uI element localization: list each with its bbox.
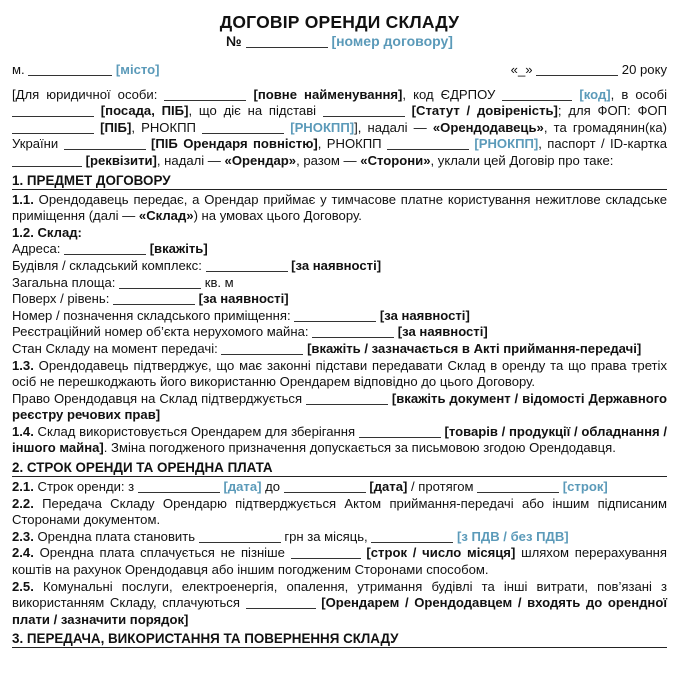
- blank[interactable]: [12, 104, 94, 117]
- area-blank[interactable]: [119, 276, 201, 289]
- clause-2-1: 2.1. Строк оренди: з [дата] до [дата] / протягом [строк]: [12, 479, 608, 495]
- blank[interactable]: [12, 121, 94, 134]
- address-blank[interactable]: [64, 242, 146, 255]
- section-3-heading: 3. ПЕРЕДАЧА, ВИКОРИСТАННЯ ТА ПОВЕРНЕННЯ СКЛАДУ: [12, 630, 667, 648]
- clause-2-5: 2.5. Комунальні послуги, електроенергія, опалення, утримання будівлі та інші витрати, пов’язані з використанням Складу, сплачуються [Орендарем / Орендодавцем / входять до орендної плати / зазначити порядок]: [12, 578, 668, 627]
- blank[interactable]: [164, 88, 246, 101]
- blank[interactable]: [12, 154, 82, 167]
- field-complex: Будівля / складський комплекс: [за наявності]: [12, 257, 382, 273]
- blank[interactable]: [323, 104, 405, 117]
- blank[interactable]: [387, 137, 469, 150]
- date-blank[interactable]: [536, 63, 618, 76]
- section-1-heading: 1. ПРЕДМЕТ ДОГОВОРУ: [12, 172, 667, 190]
- term-blank[interactable]: [477, 480, 559, 493]
- start-date-blank[interactable]: [138, 480, 220, 493]
- section-2-heading: 2. СТРОК ОРЕНДИ ТА ОРЕНДНА ПЛАТА: [12, 459, 667, 477]
- blank[interactable]: [202, 121, 284, 134]
- field-room: Номер / позначення складського приміщення: [за наявності]: [12, 307, 470, 323]
- field-address: Адреса: [вкажіть]: [12, 241, 208, 257]
- clause-1-4: 1.4. Склад використовується Орендарем для зберігання [товарів / продукції / обладнання / іншого майна]. Зміна погодженого призначення допускається за письмовою згодою Орендодавця.: [12, 423, 668, 456]
- field-area: Загальна площа: кв. м: [12, 274, 234, 290]
- purpose-blank[interactable]: [359, 425, 441, 438]
- floor-blank[interactable]: [113, 292, 195, 305]
- blank[interactable]: [502, 88, 572, 101]
- parties-paragraph: [Для юридичної особи: [повне найменування], код ЄДРПОУ [код], в особі [посада, ПІБ], що діє на підставі [Статут / довіреність]; для ФОП: ФОП [ПІБ], РНОКПП [РНОКПП]], надалі — «Орендодавець», та громадянин(ка) України [ПІБ Орендаря повністю], РНОКПП [РНОКПП], паспорт / ID-картка [реквізити], надалі — «Орендар», разом — «Сторони», уклали цей Договір про таке:: [12, 86, 668, 168]
- clause-1-2: 1.2. Склад:: [12, 224, 82, 240]
- vat-blank[interactable]: [371, 530, 453, 543]
- clause-1-3: 1.3. Орендодавець підтверджує, що має законні підстави передавати Склад в оренду та що права третіх осіб не перешкоджають його використанню Орендарем відповідно до цього Договору.: [12, 357, 667, 390]
- clause-2-4: 2.4. Орендна плата сплачується не пізніше [строк / число місяця] шляхом перерахування коштів на рахунок Орендодавця або іншим погодженим Сторонами способом.: [12, 545, 667, 578]
- complex-blank[interactable]: [206, 259, 288, 272]
- field-floor: Поверх / рівень: [за наявності]: [12, 291, 289, 307]
- clause-2-2: 2.2. Передача Складу Орендарю підтверджується Актом приймання-передачі або іншим підписаним Сторонами документом.: [12, 495, 667, 528]
- reg-blank[interactable]: [312, 325, 394, 338]
- blank[interactable]: [64, 137, 146, 150]
- field-reg: Реєстраційний номер об’єкта нерухомого майна: [за наявності]: [12, 324, 488, 340]
- payment-term-blank[interactable]: [291, 546, 361, 559]
- contract-number-line: № [номер договору]: [226, 33, 453, 49]
- contract-number-blank[interactable]: [246, 35, 328, 48]
- field-state: Стан Складу на момент передачі: [вкажіть / зазначається в Акті приймання-передачі]: [12, 340, 642, 356]
- ownership-line: Право Орендодавця на Склад підтверджується [вкажіть документ / відомості Державного реєстру речових прав]: [12, 390, 668, 423]
- place-date-line: м. [місто] «_» 20 року: [12, 62, 667, 77]
- ownership-blank[interactable]: [306, 392, 388, 405]
- clause-2-3: 2.3. Орендна плата становить грн за місяць, [з ПДВ / без ПДВ]: [12, 528, 569, 544]
- room-blank[interactable]: [294, 309, 376, 322]
- state-blank[interactable]: [221, 342, 303, 355]
- contract-page: [12, 12, 667, 650]
- utilities-blank[interactable]: [246, 596, 316, 609]
- clause-1-1: 1.1. Орендодавець передає, а Орендар приймає у тимчасове платне користування нежитлове складське приміщення (далі — «Склад») на умовах цього Договору.: [12, 191, 667, 224]
- city-blank[interactable]: [28, 63, 112, 76]
- end-date-blank[interactable]: [284, 480, 366, 493]
- rent-amount-blank[interactable]: [199, 530, 281, 543]
- document-title: ДОГОВІР ОРЕНДИ СКЛАДУ: [219, 12, 460, 32]
